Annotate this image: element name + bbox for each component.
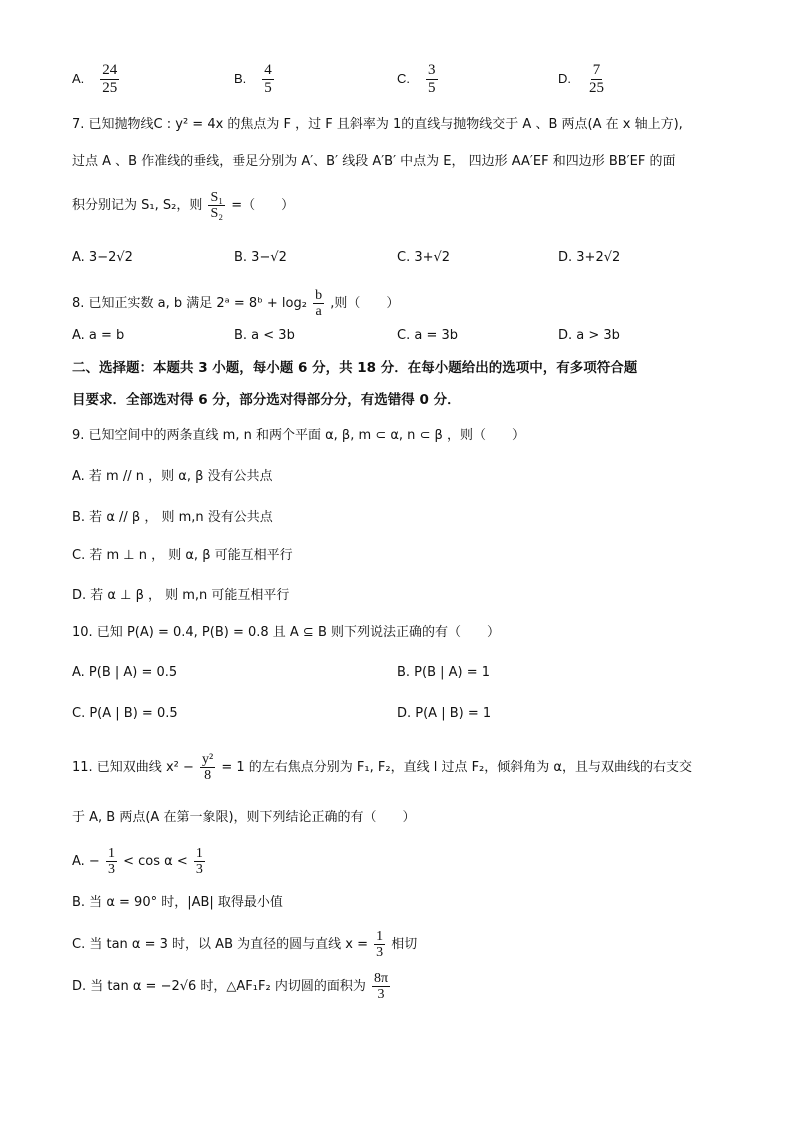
q11-option-a: A. − $\frac{1}{3}$ < cos α < $\frac{1}{3}$ — [72, 846, 203, 877]
q11-option-b: B. 当 α = 90° 时，|AB| 取得最小值 — [72, 895, 283, 910]
q8-option-a: A. a = b — [72, 328, 125, 343]
q7-option-c: C. 3+√2 — [397, 250, 451, 265]
q11-option-c: C. 当 tan α = 3 时，以 AB 为直径的圆与直线 x = $\frac{1}{3}$ 相切 — [72, 929, 418, 960]
q11-option-d: D. 当 tan α = −2√6 时，△AF₁F₂ 内切圆的面积为 $\frac{8\pi}{3}$ — [72, 971, 389, 1002]
q9-option-a: A. 若 m // n ，则 α, β 没有公共点 — [72, 469, 273, 484]
q10-option-a: A. P(B | A) = 0.5 — [72, 665, 178, 680]
q6-option-b: B. $\frac{4}{5}$ — [234, 62, 272, 96]
q6-option-c: C. $\frac{3}{5}$ — [397, 62, 436, 96]
q10-stem: 10. 已知 P(A) = 0.4, P(B) = 0.8 且 A ⊆ B 则下列说法正确的有（ ） — [72, 625, 501, 640]
q11-stem-line-1: 11. 已知双曲线 x² − $\frac{\text{y²}}{8}$ = 1 的左右焦点分别为 F₁, F₂，直线 l 过点 F₂，倾斜角为 α，且与双曲线的右支交 — [72, 752, 692, 783]
q9-stem: 9. 已知空间中的两条直线 m, n 和两个平面 α, β, m ⊂ α, n ⊂ β ，则（ ） — [72, 428, 525, 443]
q9-option-b: B. 若 α // β ， 则 m,n 没有公共点 — [72, 510, 273, 525]
q9-option-c: C. 若 m ⊥ n ， 则 α, β 可能互相平行 — [72, 548, 293, 563]
q8-stem: 8. 已知正实数 a, b 满足 2ᵃ = 8ᵇ + log₂ $\frac{b}{a}$ ,则（ ） — [72, 288, 400, 319]
section-2-heading-line-1: 二、选择题：本题共 3 小题，每小题 6 分，共 18 分．在每小题给出的选项中，有多项符合题 — [72, 360, 638, 376]
q10-option-d: D. P(A | B) = 1 — [397, 706, 492, 721]
q7-option-b: B. 3−√2 — [234, 250, 287, 265]
q7-stem-line-2: 过点 A 、B 作准线的垂线，垂足分别为 A′、B′ 线段 A′B′ 中点为 E， 四边形 AA′EF 和四边形 BB′EF 的面 — [72, 154, 676, 169]
section-2-heading-line-2: 目要求．全部选对得 6 分，部分选对得部分分，有选错得 0 分． — [72, 392, 461, 408]
q8-option-d: D. a > 3b — [558, 328, 620, 343]
q9-option-d: D. 若 α ⊥ β ， 则 m,n 可能互相平行 — [72, 588, 290, 603]
q10-option-c: C. P(A | B) = 0.5 — [72, 706, 178, 721]
q11-stem-line-2: 于 A, B 两点(A 在第一象限)，则下列结论正确的有（ ） — [72, 810, 416, 825]
q8-option-c: C. a = 3b — [397, 328, 458, 343]
q6-option-d: D. $\frac{7}{25}$ — [558, 62, 604, 96]
q6-option-a: A. $\frac{24}{25}$ — [72, 62, 118, 96]
q10-option-b: B. P(B | A) = 1 — [397, 665, 491, 680]
q7-option-a: A. 3−2√2 — [72, 250, 133, 265]
q8-option-b: B. a < 3b — [234, 328, 295, 343]
q7-stem-line-1: 7. 已知抛物线C : y² = 4x 的焦点为 F ，过 F 且斜率为 1的直线与抛物线交于 A 、B 两点(A 在 x 轴上方), — [72, 117, 683, 132]
q7-stem-line-3: 积分别记为 S₁, S₂，则 $\frac{\text{S₁}}{\text{S₂}}$ =（ ） — [72, 190, 295, 221]
q7-option-d: D. 3+2√2 — [558, 250, 621, 265]
